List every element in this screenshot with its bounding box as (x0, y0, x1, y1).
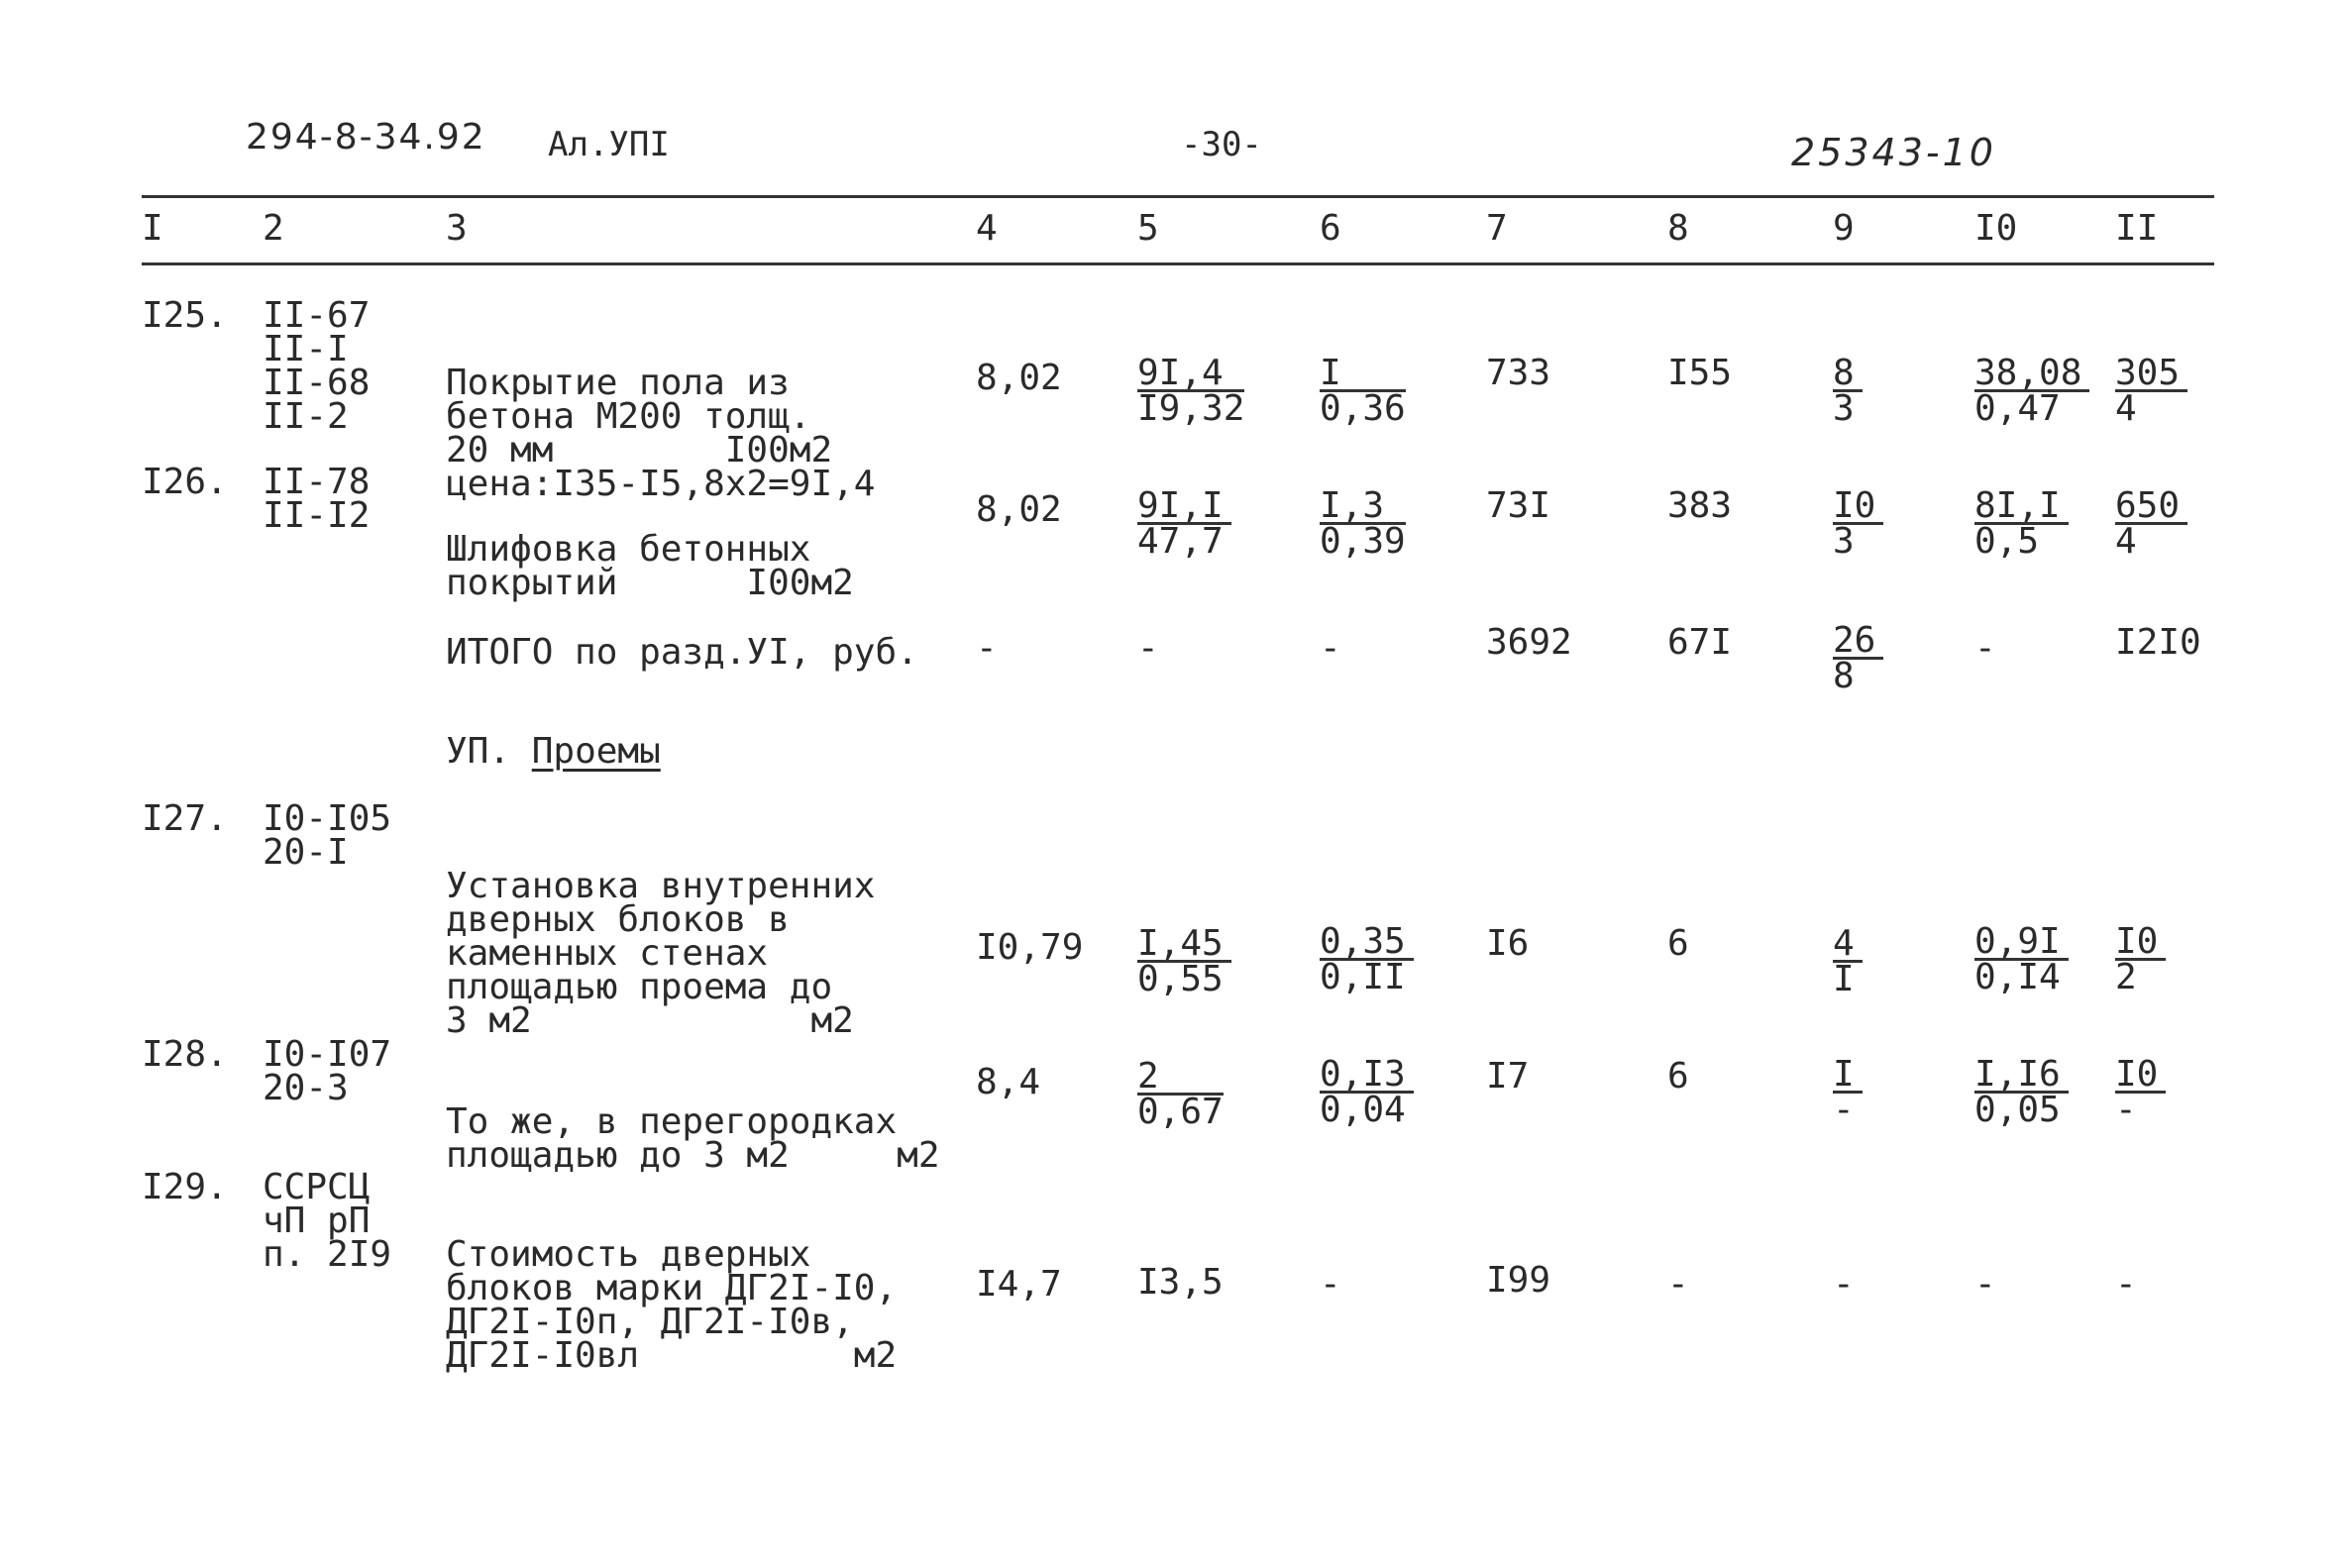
quantity: I4,7 (976, 1264, 1062, 1305)
value-col11: I2I0 (2115, 622, 2201, 663)
fraction-col5: $\frac{9I,4}{I9,32}$ (1137, 353, 1245, 429)
header-top-rule (142, 195, 2214, 198)
fraction-col11: $\frac{305}{4}$ (2115, 357, 2187, 425)
fraction-col9: I - (1833, 1058, 1863, 1126)
section-heading: УП. Проемы (446, 731, 661, 772)
inventory-number: 25343-10 (1791, 131, 1996, 174)
fraction-col9: $\frac{26}{8}$ (1833, 624, 1883, 692)
header-bottom-rule (142, 262, 2214, 265)
fraction-col11: $\frac{650}{4}$ (2115, 489, 2187, 558)
page-number: -30- (1181, 125, 1262, 164)
norm-codes: I0-I07 20-3 (263, 1034, 392, 1108)
column-header-7: 7 (1486, 208, 1508, 249)
work-description: Установка внутренних дверных блоков в каменных стенах площадью проема до 3 м2 м2 (446, 866, 876, 1041)
quantity: 8,4 (976, 1062, 1041, 1102)
value-col8: 6 (1667, 923, 1689, 964)
fraction-col6: $\frac{I}{0,36}$ (1320, 353, 1406, 429)
album-label: Ал.УПI (548, 125, 670, 164)
value-col7: 73I (1486, 485, 1551, 526)
column-header-8: 8 (1667, 208, 1689, 249)
row-number: I29. (142, 1167, 228, 1207)
value-col9: - (1833, 1264, 1855, 1305)
fraction-col10: $\frac{0,9I}{0,I4}$ (1974, 925, 2069, 993)
value-col5: I3,5 (1137, 1262, 1224, 1303)
value-col7: I7 (1486, 1056, 1530, 1097)
column-header-4: 4 (976, 208, 998, 249)
work-description: Стоимость дверных блоков марки ДГ2I-I0, ДГ2I-I0п, ДГ2I-I0в, ДГ2I-I0вл м2 (446, 1234, 898, 1376)
fraction-col11: I0 - (2115, 1058, 2166, 1126)
norm-codes: II-67 II-I II-68 II-2 (263, 295, 371, 437)
column-header-6: 6 (1320, 208, 1341, 249)
fraction-col9: $\frac{4}{I}$ (1833, 927, 1863, 995)
fraction-col6: $\frac{I,3}{0,39}$ (1320, 485, 1406, 562)
fraction-col5: $\frac{2}{0,67}$ (1137, 1056, 1224, 1132)
norm-codes: II-78 II-I2 (263, 462, 371, 536)
value-col10: - (1974, 1264, 1996, 1305)
column-header-3: 3 (446, 208, 468, 249)
column-header-10: I0 (1974, 208, 2018, 249)
value-col5: - (1137, 628, 1159, 669)
work-description: Шлифовка бетонных покрытий I00м2 (446, 529, 854, 603)
value-col8: I55 (1667, 353, 1733, 393)
value-col8: - (1667, 1264, 1689, 1305)
fraction-col9: $\frac{I0}{3}$ (1833, 489, 1883, 558)
column-header-2: 2 (263, 208, 284, 249)
value-col7: I99 (1486, 1260, 1551, 1301)
value-col10: - (1974, 628, 1996, 669)
norm-codes: ССРСЦ чП рП п. 2I9 (263, 1167, 392, 1275)
fraction-col6: $\frac{0,I3}{0,04}$ (1320, 1058, 1414, 1126)
column-header-11: II (2115, 208, 2159, 249)
norm-codes: I0-I05 20-I (263, 798, 392, 873)
fraction-col11: $\frac{I0}{2}$ (2115, 925, 2166, 993)
value-col6: - (1320, 1264, 1341, 1305)
row-number: I27. (142, 798, 228, 839)
value-col11: - (2115, 1264, 2137, 1305)
row-number: I25. (142, 295, 228, 336)
value-col8: 67I (1667, 622, 1733, 663)
row-number: I28. (142, 1034, 228, 1075)
quantity: 8,02 (976, 358, 1062, 398)
value-col4: - (976, 628, 998, 669)
row-number: I26. (142, 462, 228, 502)
section-title: Проемы (531, 731, 661, 772)
work-description: То же, в перегородках площадью до 3 м2 м2 (446, 1101, 940, 1176)
quantity: I0,79 (976, 927, 1084, 968)
total-label: ИТОГО по разд.УI, руб. (446, 632, 918, 673)
value-col7: 733 (1486, 353, 1551, 393)
fraction-col10: $\frac{8I,I}{0,5}$ (1974, 489, 2069, 558)
work-description: Покрытие пола из бетона М200 толщ. 20 мм I00м2 цена:I35-I5,8х2=9I,4 (446, 363, 876, 504)
column-header-1: I (142, 208, 163, 249)
value-col8: 6 (1667, 1056, 1689, 1097)
column-header-5: 5 (1137, 208, 1159, 249)
column-header-9: 9 (1833, 208, 1855, 249)
fraction-col6: $\frac{0,35}{0,II}$ (1320, 925, 1414, 993)
value-col8: 383 (1667, 485, 1733, 526)
document-code: 294-8-34.92 (246, 117, 486, 157)
value-col7: 3692 (1486, 622, 1572, 663)
fraction-col10: $\frac{38,08}{0,47}$ (1974, 357, 2089, 425)
fraction-col9: $\frac{8}{3}$ (1833, 357, 1863, 425)
fraction-col5: $\frac{I,45}{0,55}$ (1137, 927, 1231, 995)
value-col7: I6 (1486, 923, 1530, 964)
quantity: 8,02 (976, 489, 1062, 530)
fraction-col10: $\frac{I,I6}{0,05}$ (1974, 1058, 2069, 1126)
fraction-col5: $\frac{9I,I}{47,7}$ (1137, 489, 1231, 558)
value-col6: - (1320, 628, 1341, 669)
